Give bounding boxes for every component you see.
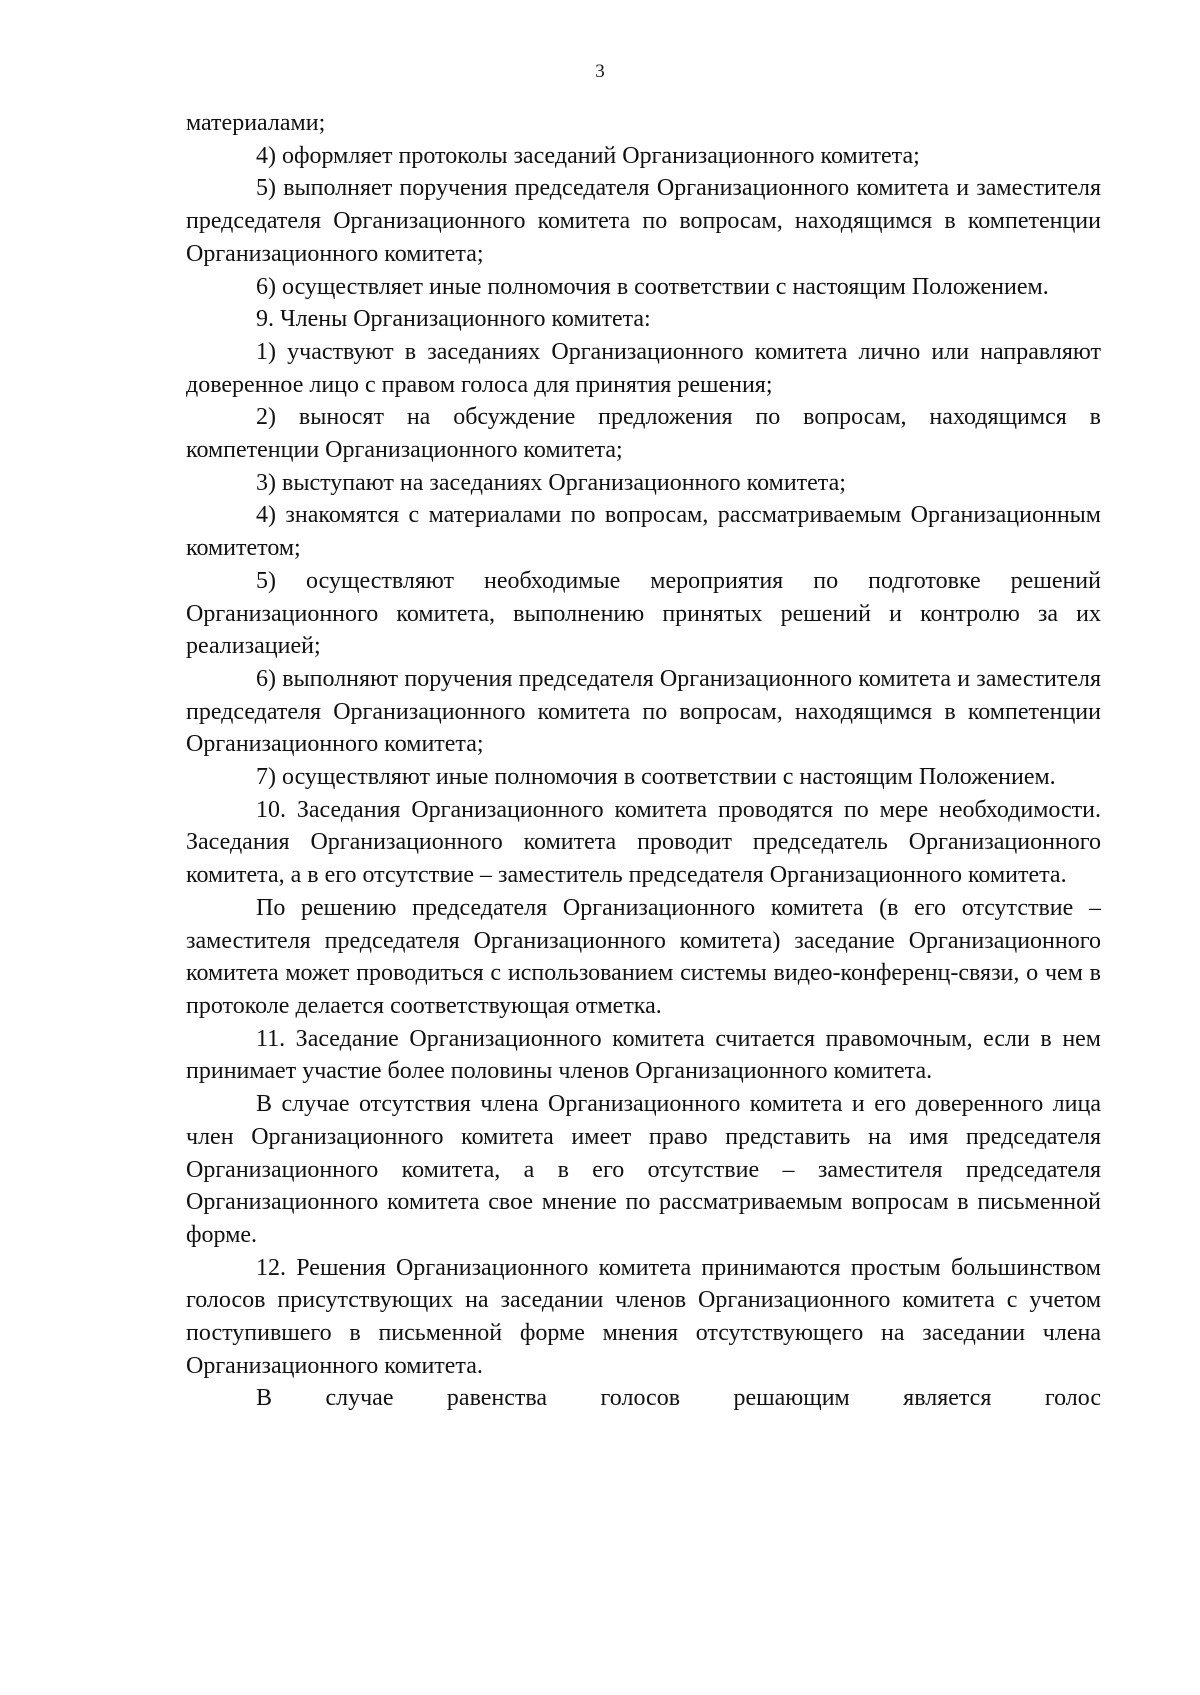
paragraph-item-9-2: 2) выносят на обсуждение предложения по вопросам, находящимся в компетенции Организационного комитета; xyxy=(186,404,1101,464)
paragraph-section-11-absence: В случае отсутствия члена Организационного комитета и его доверенного лица член Организационного комитета имеет право представить на имя председателя Организационного комитета, а в его отсутствие – заместителя председателя Организационного комитета свое мнение по рассматриваемым вопросам в письменной форме. xyxy=(186,1091,1101,1248)
page-number: 3 xyxy=(595,61,605,82)
paragraph-item-9-5: 5) осуществляют необходимые мероприятия по подготовке решений Организационного комитета, выполнению принятых решений и контролю за их реализацией; xyxy=(186,567,1101,660)
paragraph-section-10-video: По решению председателя Организационного комитета (в его отсутствие – заместителя председателя Организационного комитета) заседание Организационного комитета может проводиться с использованием системы видео-конференц-связи, о чем в протоколе делается соответствующая отметка. xyxy=(186,894,1101,1019)
document-body xyxy=(186,107,1101,1415)
paragraph-section-9: 9. Члены Организационного комитета: xyxy=(256,306,651,333)
paragraph-item-9-7: 7) осуществляют иные полномочия в соответствии с настоящим Положением. xyxy=(256,764,1056,791)
paragraph-continuation: материалами; xyxy=(186,110,326,136)
paragraph-item-9-3: 3) выступают на заседаниях Организационного комитета; xyxy=(256,469,846,496)
paragraph-section-12: 12. Решения Организационного комитета принимаются простым большинством голосов присутствующих на заседании членов Организационного комитета с учетом поступившего в письменной форме мнения отсутствующего на заседании члена Организационного комитета. xyxy=(186,1254,1101,1379)
paragraph-item-9-6: 6) выполняют поручения председателя Организационного комитета и заместителя председателя Организационного комитета по вопросам, находящимся в компетенции Организационного комитета; xyxy=(186,665,1101,758)
paragraph-item-8-6: 6) осуществляет иные полномочия в соответствии с настоящим Положением. xyxy=(256,273,1049,300)
paragraph-section-10: 10. Заседания Организационного комитета проводятся по мере необходимости. Заседания Организационного комитета проводит председатель Организационного комитета, а в его отсутствие – заместитель председателя Организационного комитета. xyxy=(186,796,1101,889)
paragraph-section-12-tie: В случае равенства голосов решающим является голос xyxy=(256,1385,1101,1412)
paragraph-section-11: 11. Заседание Организационного комитета считается правомочным, если в нем принимает участие более половины членов Организационного комитета. xyxy=(186,1025,1101,1085)
paragraph-item-9-1: 1) участвуют в заседаниях Организационного комитета лично или направляют доверенное лицо с правом голоса для принятия решения; xyxy=(186,338,1101,398)
paragraph-item-9-4: 4) знакомятся с материалами по вопросам, рассматриваемым Организационным комитетом; xyxy=(186,502,1101,562)
paragraph-item-8-5: 5) выполняет поручения председателя Организационного комитета и заместителя председателя Организационного комитета по вопросам, находящимся в компетенции Организационного комитета; xyxy=(186,175,1101,267)
paragraph-item-8-4: 4) оформляет протоколы заседаний Организационного комитета; xyxy=(256,142,920,169)
